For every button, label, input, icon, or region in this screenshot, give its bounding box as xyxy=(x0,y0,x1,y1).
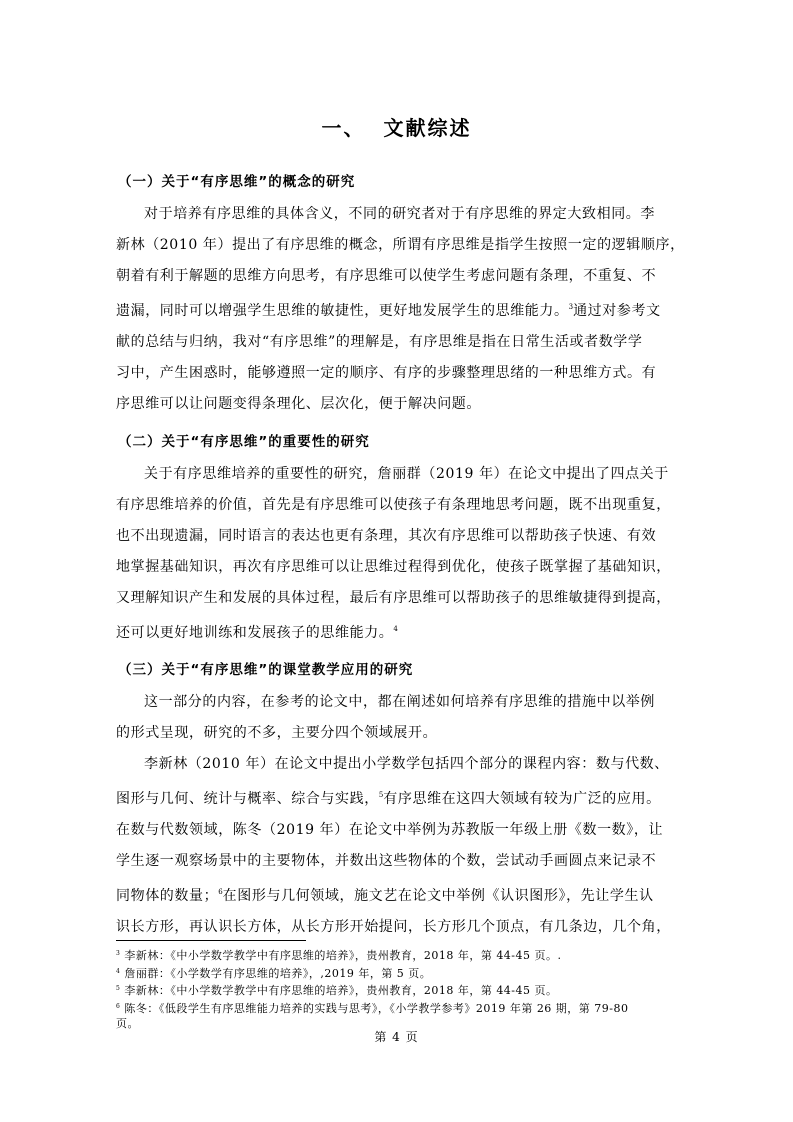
text-line: 这一部分的内容，在参考的论文中，都在阐述如何培养有序思维的措施中以举例 xyxy=(144,694,655,710)
footnote-ref: 6 xyxy=(218,888,223,896)
footnote-text: 李新林：《中小学数学教学中有序思维的培养》，贵州教育，2018 年，第 44-45 页。. xyxy=(124,949,562,962)
footnote-ref: 3 xyxy=(568,303,574,311)
section-title xyxy=(0,112,793,141)
text-line: 在数与代数领域，陈冬（2019 年）在论文中举例为苏教版一年级上册《数一数》，让 xyxy=(116,822,664,838)
text-line: 又理解知识产生和发展的具体过程，最后有序思维可以帮助孩子的思维敏捷得到提高， xyxy=(116,590,671,606)
text-line: 新林（2010 年）提出了有序思维的概念，所谓有序思维是指学生按照一定的逻辑顺序， xyxy=(116,237,685,253)
text-line: 地掌握基础知识，再次有序思维可以让思维过程得到优化，使孩子既掌握了基础知识， xyxy=(116,559,671,575)
heading-concept: （一）关于“有序思维”的概念的研究 xyxy=(118,174,356,190)
text-line: 献的总结与归纳，我对“有序思维”的理解是，有序思维是指在日常生活或者数学学 xyxy=(116,334,643,350)
text-line: 学生逐一观察场景中的主要物体，并数出这些物体的个数，尝试动手画圆点来记录不 xyxy=(116,853,657,869)
text-segment: 遗漏，同时可以增强学生思维的敏捷性，更好地发展学生的思维能力。 xyxy=(116,303,569,319)
footnotes xyxy=(116,946,716,1032)
footnote-number: 4 xyxy=(116,967,121,975)
text-line: 的形式呈现，研究的不多，主要分四个领域展开。 xyxy=(116,725,438,741)
heading-importance: （二）关于“有序思维”的重要性的研究 xyxy=(118,434,370,450)
footnote-item xyxy=(116,981,716,999)
text-line: 也不出现遗漏，同时语言的表达也更有条理，其次有序思维可以帮助孩子快速、有效 xyxy=(116,528,657,544)
footnote-text: 詹丽群：《小学数学有序思维的培养》，,2019 年，第 5 页。 xyxy=(124,966,432,980)
paragraph-domains xyxy=(116,749,712,943)
footnote-number: 6 xyxy=(116,1002,121,1010)
text-line: 朝着有利于解题的思维方向思考，有序思维可以使学生考虑问题有条理，不重复、不 xyxy=(116,268,657,284)
paragraph-importance xyxy=(116,459,712,649)
text-line: 关于有序思维培养的重要性的研究，詹丽群（2019 年）在论文中提出了四点关于 xyxy=(144,466,669,482)
heading-classroom: （三）关于“有序思维”的课堂教学应用的研究 xyxy=(118,662,414,678)
text-line: 序思维可以让问题变得条理化、层次化，便于解决问题。 xyxy=(116,396,481,412)
paragraph-intro xyxy=(116,687,712,749)
text-line: 对于培养有序思维的具体含义，不同的研究者对于有序思维的界定大致相同。李 xyxy=(144,206,655,222)
section-number: 一、 xyxy=(321,116,366,140)
footnote-item xyxy=(116,999,716,1017)
section-title-text: 文献综述 xyxy=(383,116,472,140)
text-segment: 同物体的数量； xyxy=(116,888,219,904)
footnote-item xyxy=(116,964,716,982)
footnote-number: 5 xyxy=(116,985,121,992)
footnote-number: 3 xyxy=(116,950,121,957)
text-line: 习中，产生困惑时，能够遵照一定的顺序、有序的步骤整理思绪的一种思维方式。有 xyxy=(116,365,657,381)
text-line xyxy=(116,780,712,815)
text-line: 有序思维培养的价值，首先是有序思维可以使孩子有条理地思考问题，既不出现重复， xyxy=(116,497,671,513)
paragraph-concept xyxy=(116,199,712,420)
text-segment: 通过对参考文 xyxy=(573,303,661,319)
footnote-item-continued: 页。 xyxy=(116,1017,139,1030)
text-segment: 图形与几何、统计与概率、综合与实践， xyxy=(116,791,379,807)
text-segment: 有序思维在这四大领域有较为广泛的应用。 xyxy=(383,791,661,807)
footnote-text: 陈冬：《低段学生有序思维能力培养的实践与思考》，《小学教学参考》2019 年第 26 期，第 79-80 xyxy=(124,1001,629,1015)
page-number: 第 4 页 xyxy=(374,1030,419,1044)
text-line: 识长方形，再认识长方体，从长方形开始提问，长方形几个顶点，有几条边，几个角， xyxy=(116,919,671,935)
text-line: 李新林（2010 年）在论文中提出小学数学包括四个部分的课程内容：数与代数、 xyxy=(144,756,669,772)
text-line xyxy=(116,614,712,649)
text-segment: 在图形与几何领域，施文艺在论文中举例《认识图形》，先让学生认 xyxy=(222,888,654,904)
footnote-text: 李新林：《中小学数学教学中有序思维的培养》，贵州教育，2018 年，第 44-45 页。 xyxy=(124,984,558,997)
footnote-separator xyxy=(116,940,306,941)
footnote-item xyxy=(116,946,716,964)
text-segment: 还可以更好地训练和发展孩子的思维能力。 xyxy=(116,625,394,641)
footnote-ref: 5 xyxy=(378,791,384,799)
text-line xyxy=(116,877,712,912)
text-line xyxy=(116,292,712,327)
footnote-ref: 4 xyxy=(393,625,398,633)
